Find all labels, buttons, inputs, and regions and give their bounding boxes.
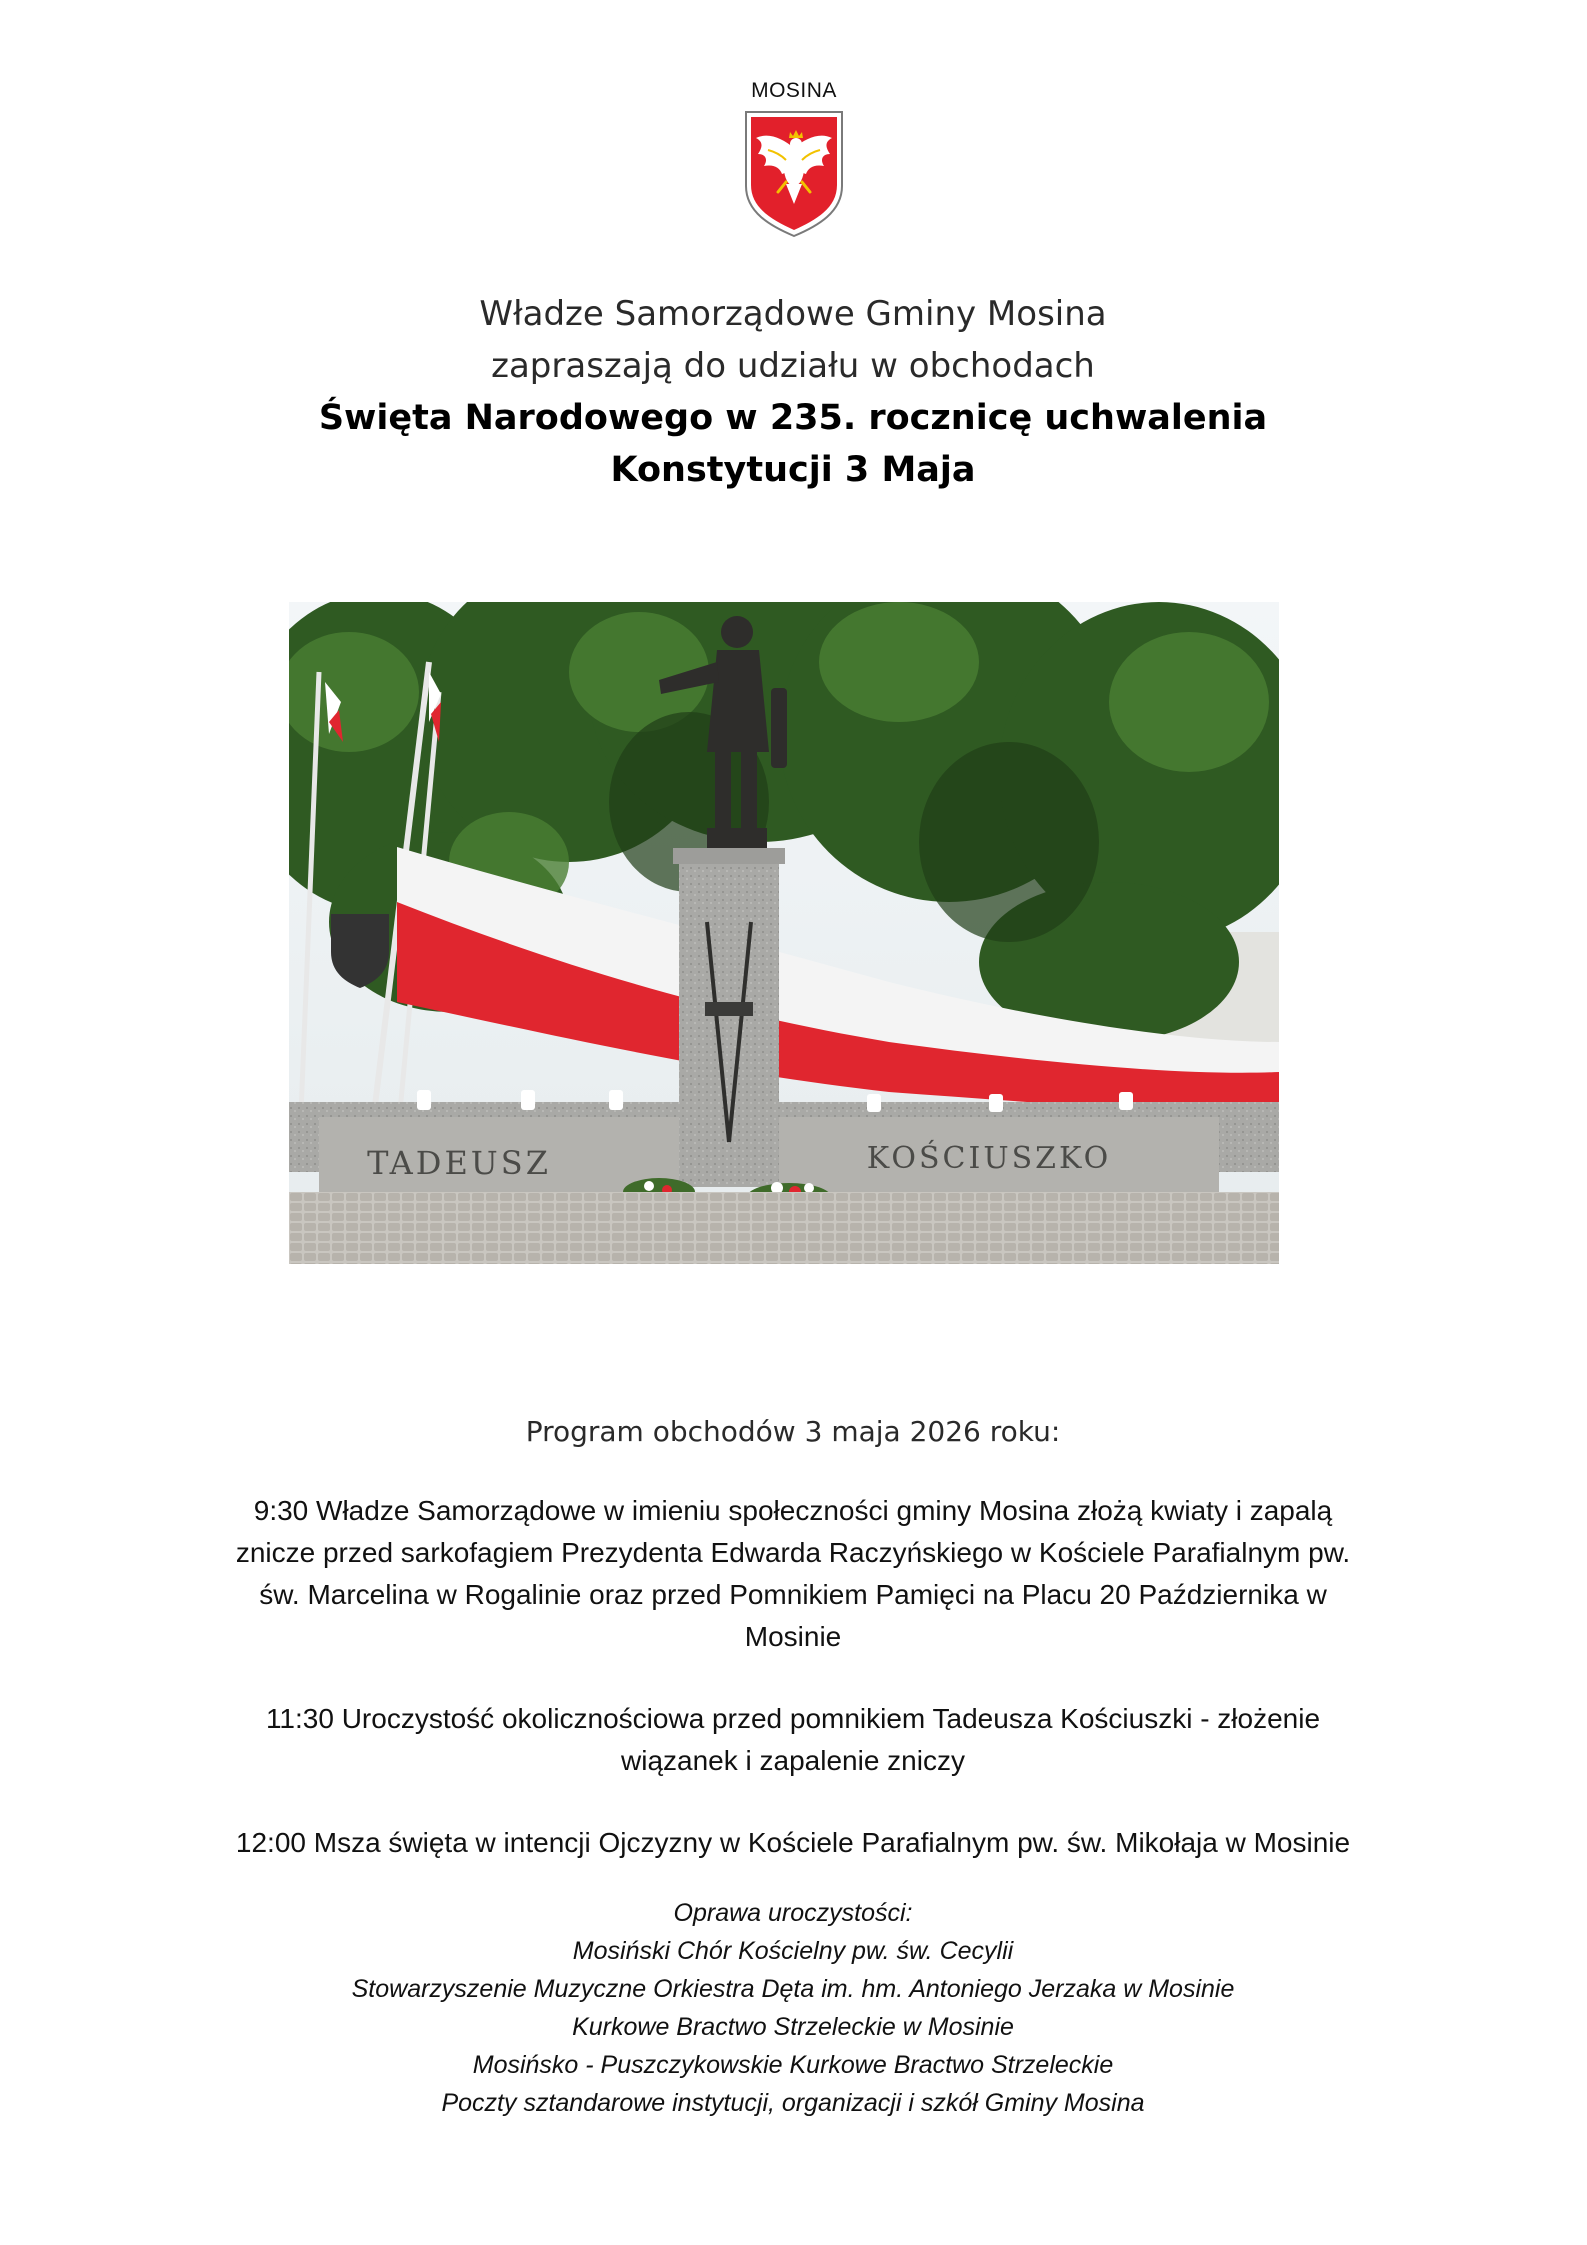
program-event-1200: 12:00 Msza święta w intencji Ojczyzny w Kościele Parafialnym pw. św. Mikołaja w Mosinie [235, 1827, 1351, 1858]
credits-item: Mosińsko - Puszczykowskie Kurkowe Bractwo Strzeleckie [472, 2051, 1114, 2079]
heading-line-3: Święta Narodowego w 235. rocznicę uchwalenia [318, 398, 1268, 438]
program-section [143, 1410, 1443, 2122]
monument-illustration [289, 602, 1279, 1264]
heading-line-1: Władze Samorządowe Gminy Mosina [479, 294, 1107, 334]
credits-item: Mosiński Chór Kościelny pw. św. Cecylii [572, 1937, 1014, 1965]
mosina-coat-of-arms [738, 80, 850, 240]
credits-item: Poczty sztandarowe instytucji, organizacji i szkół Gminy Mosina [441, 2089, 1145, 2117]
crest-name: MOSINA [751, 79, 837, 102]
invitation-heading [193, 288, 1393, 496]
program-title: Program obchodów 3 maja 2026 roku: [525, 1415, 1061, 1448]
program-event-1130: 11:30 Uroczystość okolicznościowa przed pomnikiem Tadeusza Kościuszki - złożenie wiązanek i zapalenie zniczy [265, 1703, 1321, 1776]
program-event-0930: 9:30 Władze Samorządowe w imieniu społeczności gminy Mosina złożą kwiaty i zapalą znicze przed sarkofagiem Prezydenta Edwarda Raczyńskiego w Kościele Parafialnym pw. św. Marcelina w Rogalinie oraz przed Pomnikiem Pamięci na Placu 20 Października w Mosinie [235, 1495, 1351, 1652]
ceremony-credits [143, 1894, 1443, 2122]
inscription-kosciuszko: KOŚCIUSZKO [866, 1141, 1112, 1176]
heading-line-2: zapraszają do udziału w obchodach [491, 346, 1095, 386]
white-eagle-shield-icon [742, 108, 846, 240]
credits-item: Kurkowe Bractwo Strzeleckie w Mosinie [572, 2013, 1014, 2041]
heading-line-4: Konstytucji 3 Maja [610, 450, 976, 490]
credits-item: Stowarzyszenie Muzyczne Orkiestra Dęta im. hm. Antoniego Jerzaka w Mosinie [351, 1975, 1235, 2003]
credits-title: Oprawa uroczystości: [673, 1899, 913, 1927]
kosciuszko-monument-photo [289, 602, 1279, 1264]
inscription-tadeusz: TADEUSZ [367, 1144, 551, 1182]
